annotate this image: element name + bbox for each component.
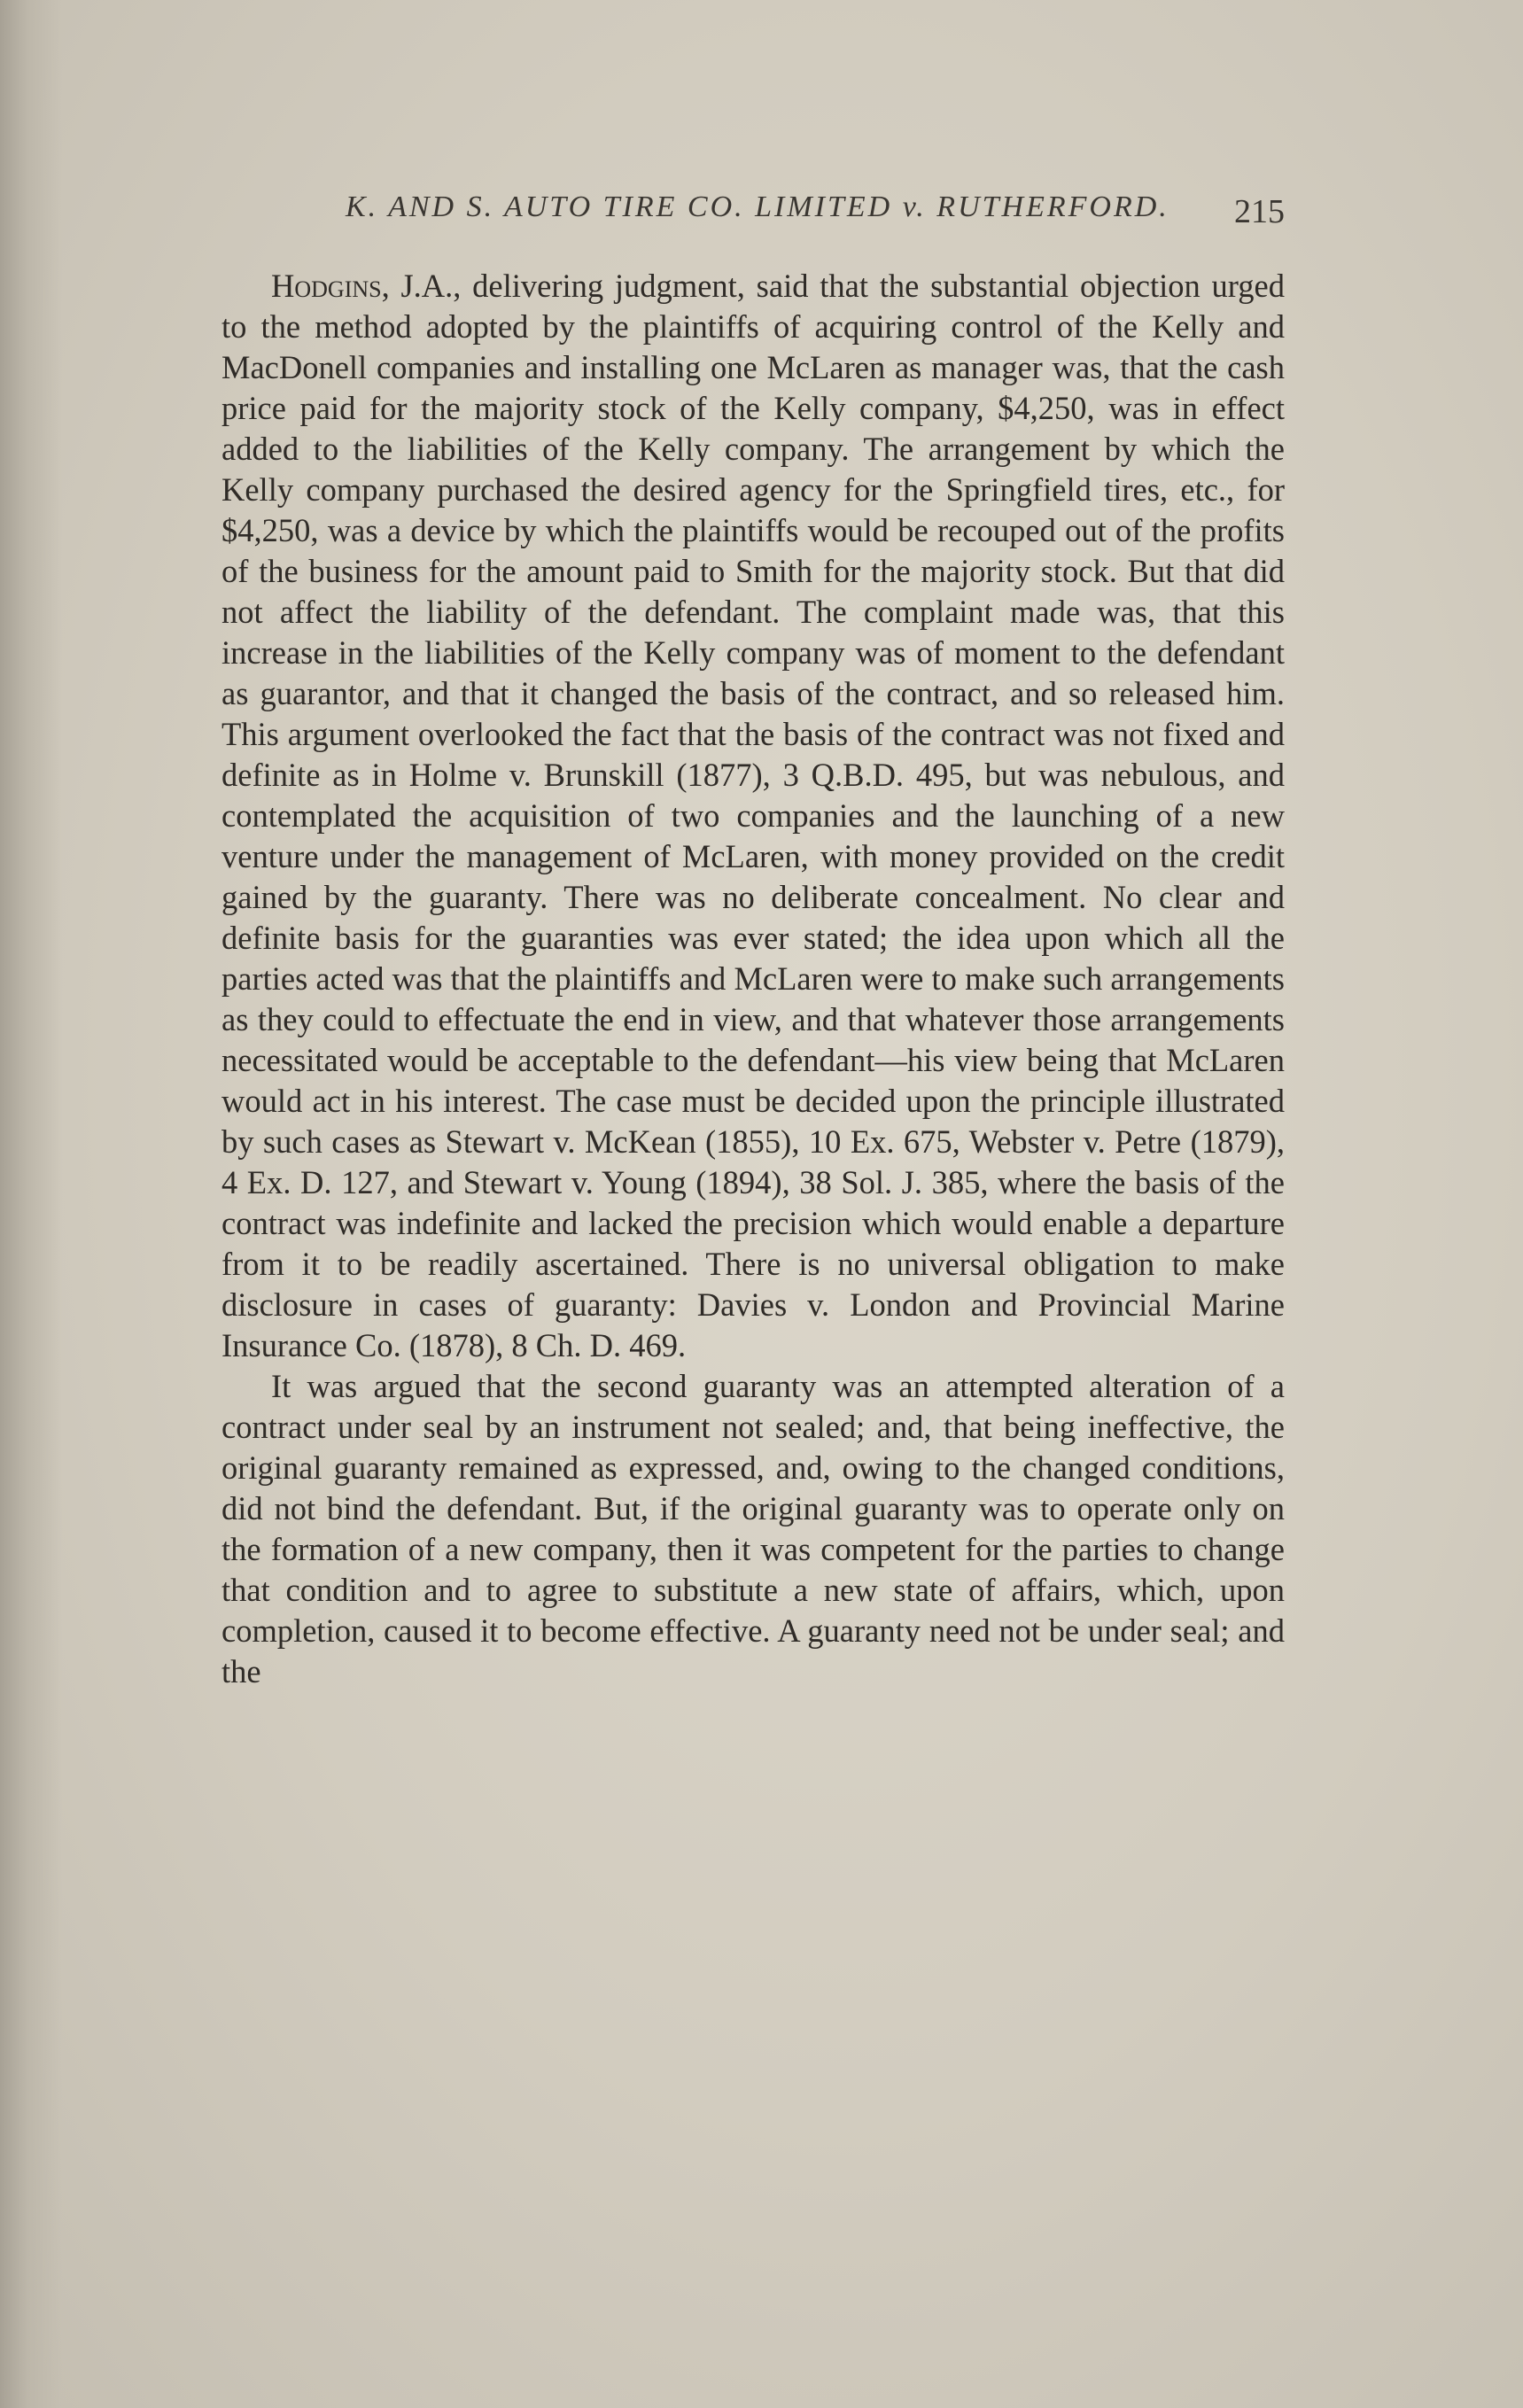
running-head — [346, 190, 1285, 244]
judgment-text — [221, 266, 1285, 1692]
paragraph-1-text: , delivering judgment, said that the substantial objection urged to the method adopted by the plaintiffs of acquiring control of the Kelly and MacDonell companies and installing one McLaren as manager was, that the cash price paid for the majority stock of the Kelly company, $4,250, was in effect added to the liabilities of the Kelly company. The arrangement by which the Kelly company purchased the desired agency for the Springfield tires, etc., for $4,250, was a device by which the plaintiffs would be recouped out of the profits of the business for the amount paid to Smith for the majority stock. But that did not affect the liability of the defendant. The complaint made was, that this increase in the liabilities of the Kelly company was of moment to the defendant as guarantor, and that it changed the basis of the contract, and so released him. This argument overlooked the fact that the basis of the contract was not fixed and definite as in Holme v. Brunskill (1877), 3 Q.B.D. 495, but was nebulous, and contemplated the acquisition of two companies and the launching of a new venture under the management of McLaren, with money provided on the credit gained by the guaranty. There was no deliberate concealment. No clear and definite basis for the guaranties was ever stated; the idea upon which all the parties acted was that the plaintiffs and McLaren were to make such arrangements as they could to effectuate the end in view, and that whatever those arrangements necessitated would be acceptable to the defendant—his view being that McLaren would act in his interest. The case must be decided upon the principle illustrated by such cases as Stewart v. McKean (1855), 10 Ex. 675, Webster v. Petre (1879), 4 Ex. D. 127, and Stewart v. Young (1894), 38 Sol. J. 385, where the basis of the contract was indefinite and lacked the precision which would enable a departure from it to be readily ascertained. There is no universal obligation to make disclosure in cases of guaranty: Davies v. London and Provincial Marine Insurance Co. (1878), 8 Ch. D. 469. — [221, 268, 1285, 1363]
running-title: K. AND S. AUTO TIRE CO. LIMITED v. RUTHERFORD. — [346, 190, 1169, 223]
binding-gutter-shadow — [0, 0, 62, 2408]
judge-name: Hodgins, J.A. — [271, 268, 454, 304]
paragraph-2: It was argued that the second guaranty was an attempted alteration of a contract under seal by an instrument not sealed; and, that being ineffective, the original guaranty remained as expressed, and, owing to the changed conditions, did not bind the defendant. But, if the original guaranty was to operate only on the formation of a new company, then it was competent for the parties to change that condition and to agree to substitute a new state of affairs, which, upon completion, caused it to become effective. A guaranty need not be under seal; and the — [221, 1368, 1285, 1689]
page-number: 215 — [1234, 193, 1285, 230]
paragraph-1 — [221, 266, 1285, 1366]
